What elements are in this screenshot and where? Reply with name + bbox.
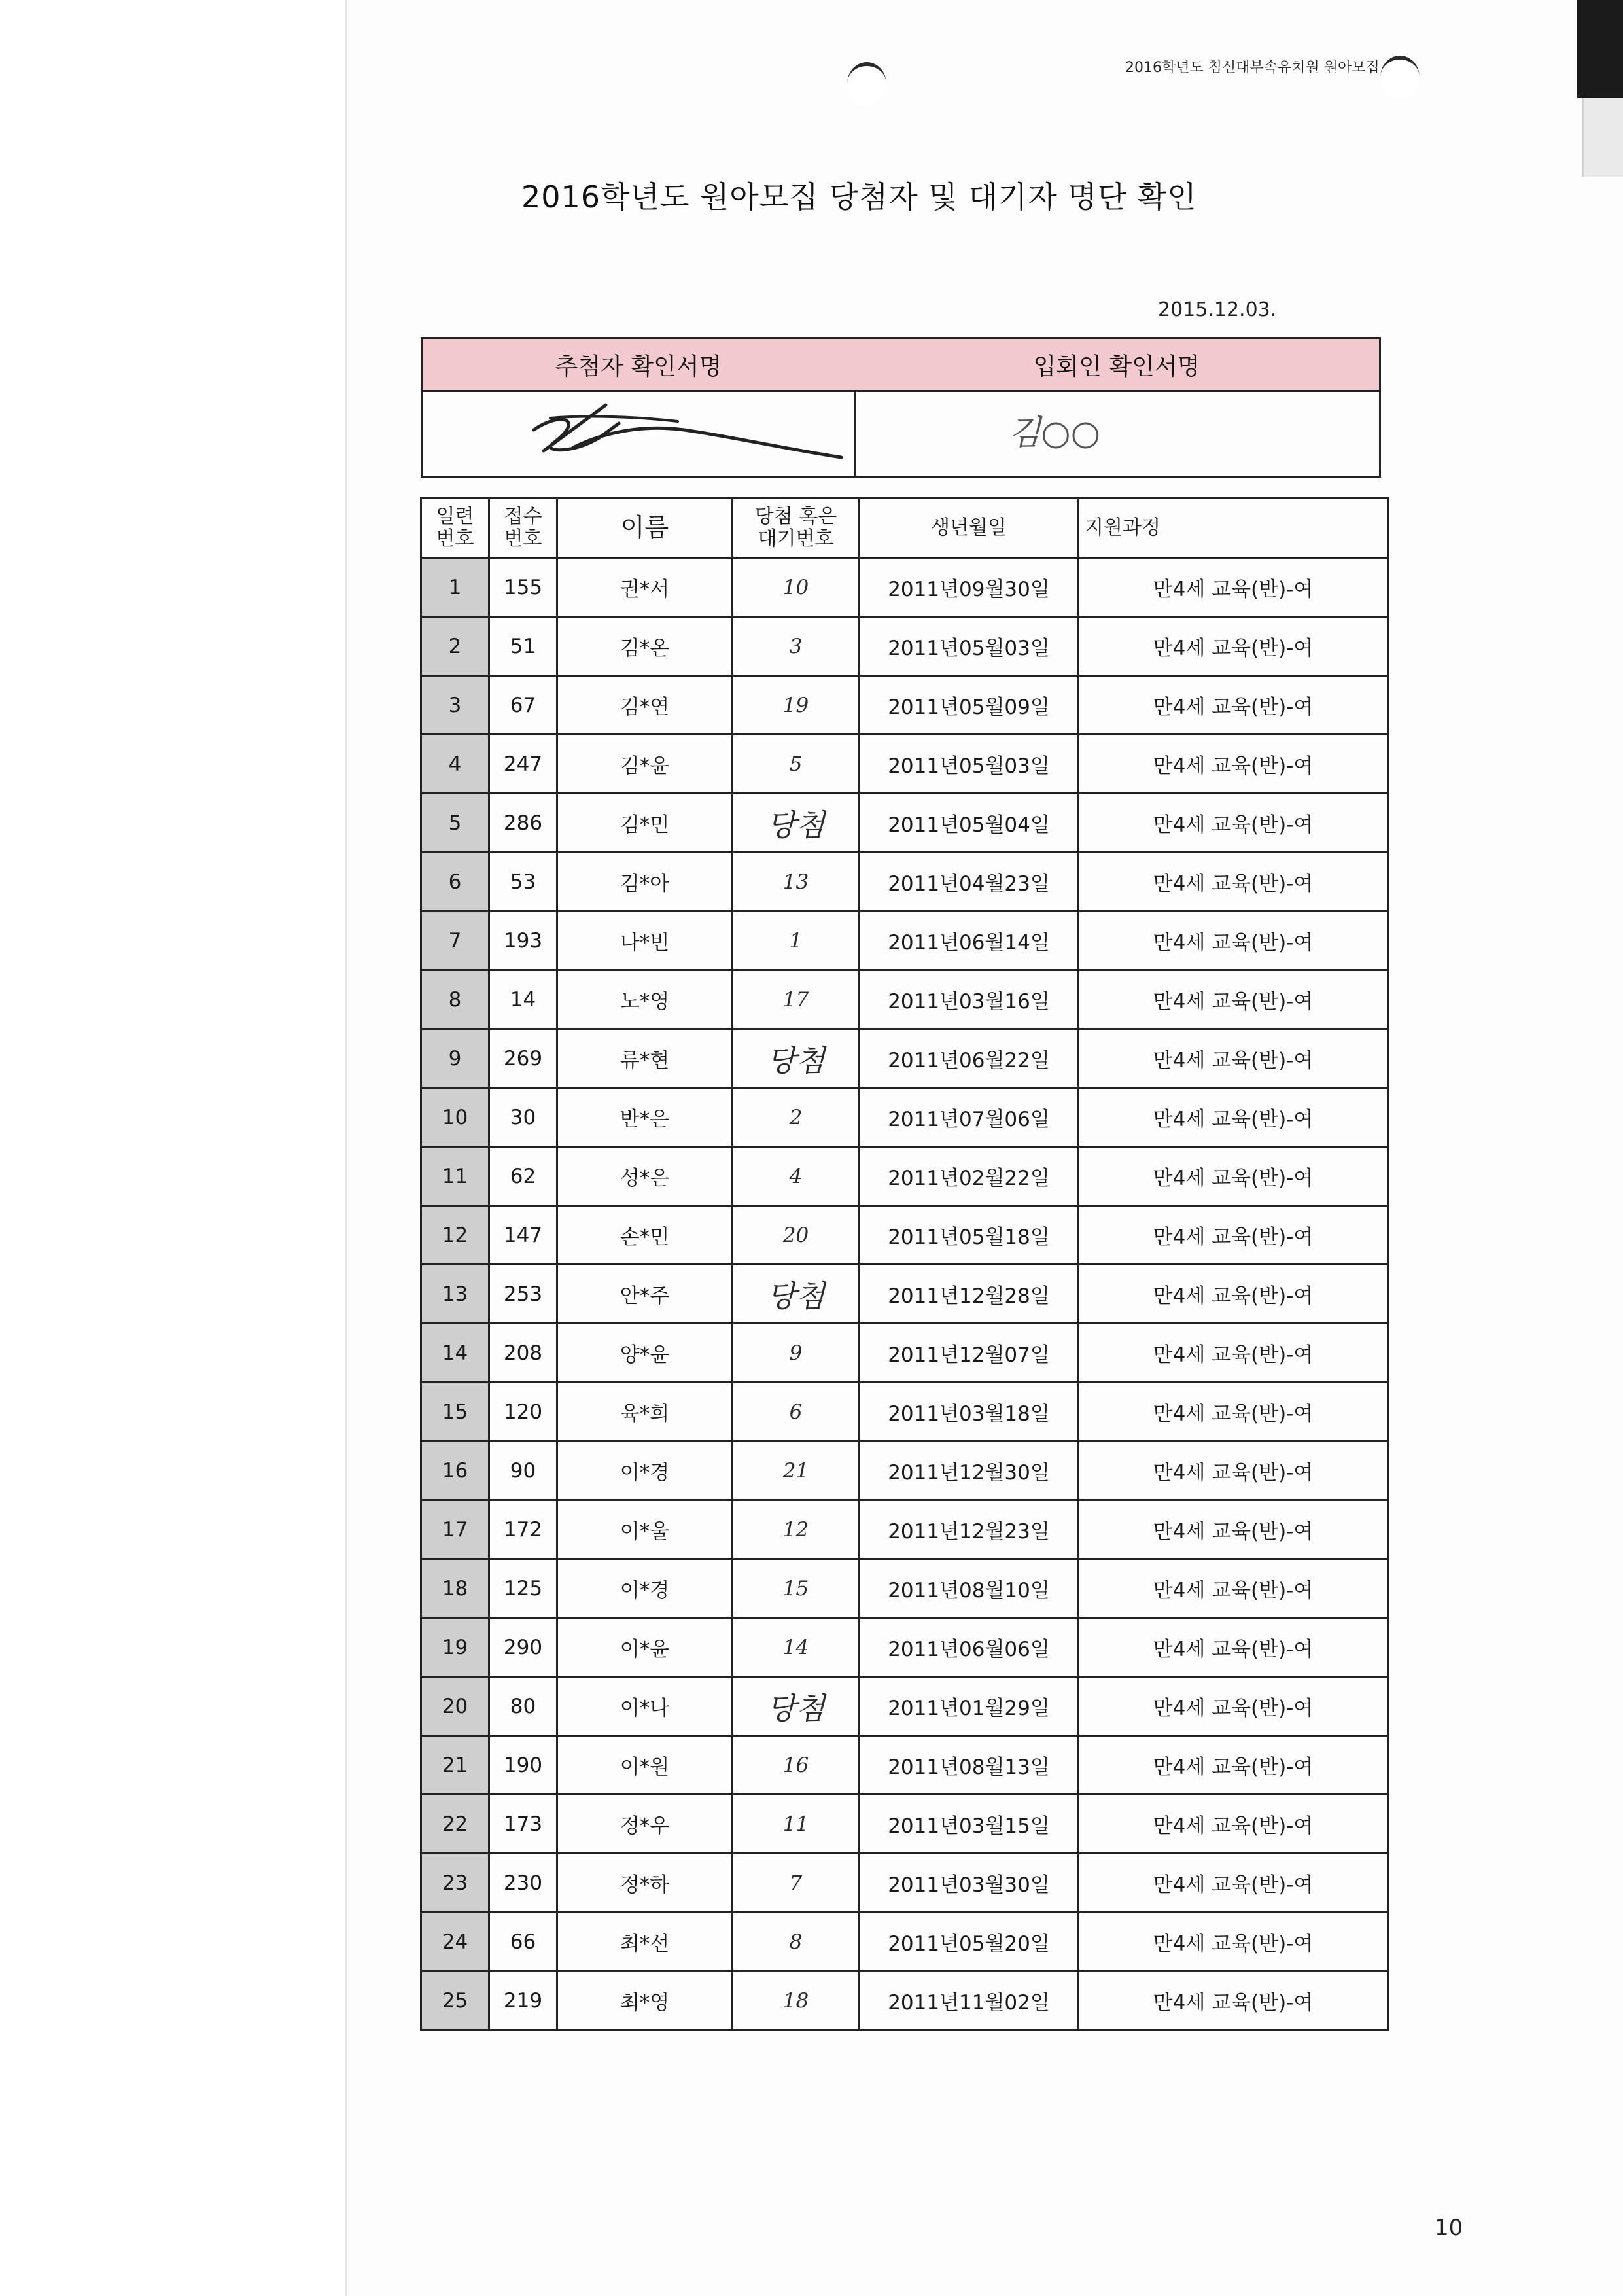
cell-lot: 9 (733, 1324, 860, 1383)
cell-name: 김*윤 (557, 735, 733, 794)
cell-no: 6 (421, 853, 489, 911)
cell-receipt: 190 (489, 1736, 557, 1795)
cell-birth: 2011년06월14일 (860, 911, 1079, 970)
cell-course: 만4세 교육(반)-여 (1079, 1500, 1388, 1559)
table-row (421, 794, 1388, 853)
cell-receipt: 30 (489, 1088, 557, 1147)
col-header-no (421, 499, 489, 558)
cell-lot: 당첨 (733, 1029, 860, 1088)
cell-lot: 14 (733, 1618, 860, 1677)
col-header-lot (733, 499, 860, 558)
table-row (421, 911, 1388, 970)
document-date: 2015.12.03. (1158, 298, 1277, 321)
cell-receipt: 290 (489, 1618, 557, 1677)
cell-no: 8 (421, 970, 489, 1029)
cell-no: 24 (421, 1913, 489, 1971)
cell-receipt: 14 (489, 970, 557, 1029)
cell-birth: 2011년11월02일 (860, 1971, 1079, 2030)
cell-course: 만4세 교육(반)-여 (1079, 1441, 1388, 1500)
cell-receipt: 62 (489, 1147, 557, 1206)
cell-name: 이*경 (557, 1441, 733, 1500)
cell-receipt: 125 (489, 1559, 557, 1618)
table-row (421, 1324, 1388, 1383)
col-header-receipt-line1: 접수 (504, 504, 542, 528)
cell-birth: 2011년12월30일 (860, 1441, 1079, 1500)
cell-lot: 4 (733, 1147, 860, 1206)
signature-box (421, 337, 1381, 478)
cell-no: 1 (421, 558, 489, 617)
cell-course: 만4세 교육(반)-여 (1079, 911, 1388, 970)
cell-name: 안*주 (557, 1265, 733, 1324)
cell-no: 21 (421, 1736, 489, 1795)
cell-no: 25 (421, 1971, 489, 2030)
cell-no: 16 (421, 1441, 489, 1500)
cell-receipt: 53 (489, 853, 557, 911)
cell-receipt: 230 (489, 1854, 557, 1913)
cell-course: 만4세 교육(반)-여 (1079, 1265, 1388, 1324)
cell-no: 17 (421, 1500, 489, 1559)
cell-course: 만4세 교육(반)-여 (1079, 1088, 1388, 1147)
cell-birth: 2011년04월23일 (860, 853, 1079, 911)
cell-name: 정*하 (557, 1854, 733, 1913)
cell-no: 12 (421, 1206, 489, 1265)
cell-receipt: 208 (489, 1324, 557, 1383)
cell-course: 만4세 교육(반)-여 (1079, 1795, 1388, 1854)
cell-name: 육*희 (557, 1383, 733, 1441)
table-row (421, 1088, 1388, 1147)
cell-name: 김*아 (557, 853, 733, 911)
table-row (421, 558, 1388, 617)
cell-lot: 12 (733, 1500, 860, 1559)
cell-no: 11 (421, 1147, 489, 1206)
cell-receipt: 219 (489, 1971, 557, 2030)
cell-birth: 2011년12월07일 (860, 1324, 1079, 1383)
cell-name: 나*빈 (557, 911, 733, 970)
cell-no: 9 (421, 1029, 489, 1088)
cell-name: 양*윤 (557, 1324, 733, 1383)
table-row (421, 1971, 1388, 2030)
cell-lot: 당첨 (733, 1265, 860, 1324)
cell-course: 만4세 교육(반)-여 (1079, 1029, 1388, 1088)
punch-hole (847, 62, 886, 105)
cell-no: 5 (421, 794, 489, 853)
cell-no: 13 (421, 1265, 489, 1324)
table-row (421, 735, 1388, 794)
table-row (421, 1795, 1388, 1854)
table-row (421, 1736, 1388, 1795)
col-header-no-line2: 번호 (436, 527, 474, 550)
col-header-no-line1: 일련 (436, 504, 474, 528)
cell-receipt: 247 (489, 735, 557, 794)
cell-birth: 2011년05월03일 (860, 617, 1079, 676)
cell-receipt: 66 (489, 1913, 557, 1971)
cell-no: 22 (421, 1795, 489, 1854)
witness-signature-label: 입회인 확인서명 (854, 339, 1379, 392)
cell-lot: 3 (733, 617, 860, 676)
cell-no: 20 (421, 1677, 489, 1736)
cell-name: 최*선 (557, 1913, 733, 1971)
table-row (421, 1265, 1388, 1324)
table-row (421, 1618, 1388, 1677)
cell-birth: 2011년03월30일 (860, 1854, 1079, 1913)
cell-receipt: 67 (489, 676, 557, 735)
cell-name: 김*온 (557, 617, 733, 676)
cell-birth: 2011년05월18일 (860, 1206, 1079, 1265)
cell-course: 만4세 교육(반)-여 (1079, 558, 1388, 617)
cell-name: 류*현 (557, 1029, 733, 1088)
cell-course: 만4세 교육(반)-여 (1079, 1736, 1388, 1795)
cell-lot: 18 (733, 1971, 860, 2030)
cell-birth: 2011년06월06일 (860, 1618, 1079, 1677)
cell-lot: 당첨 (733, 794, 860, 853)
cell-receipt: 173 (489, 1795, 557, 1854)
col-header-birth: 생년월일 (860, 499, 1079, 558)
cell-course: 만4세 교육(반)-여 (1079, 1677, 1388, 1736)
drawer-signature-area (423, 392, 854, 476)
cell-birth: 2011년02월22일 (860, 1147, 1079, 1206)
table-row (421, 1441, 1388, 1500)
cell-lot: 1 (733, 911, 860, 970)
cell-birth: 2011년01월29일 (860, 1677, 1079, 1736)
cell-receipt: 147 (489, 1206, 557, 1265)
col-header-course: 지원과정 (1079, 499, 1388, 558)
cell-birth: 2011년12월23일 (860, 1500, 1079, 1559)
cell-name: 손*민 (557, 1206, 733, 1265)
cell-lot: 20 (733, 1206, 860, 1265)
cell-receipt: 286 (489, 794, 557, 853)
cell-no: 19 (421, 1618, 489, 1677)
roster-table (420, 497, 1387, 2015)
cell-course: 만4세 교육(반)-여 (1079, 1559, 1388, 1618)
cell-course: 만4세 교육(반)-여 (1079, 617, 1388, 676)
witness-signature (854, 392, 1379, 476)
cell-name: 반*은 (557, 1088, 733, 1147)
col-header-receipt (489, 499, 557, 558)
header-note: 2016학년도 침신대부속유치원 원아모집 (1125, 60, 1380, 76)
cell-course: 만4세 교육(반)-여 (1079, 1854, 1388, 1913)
cell-no: 4 (421, 735, 489, 794)
cell-no: 3 (421, 676, 489, 735)
col-header-name: 이름 (557, 499, 733, 558)
page-number: 10 (1435, 2215, 1463, 2241)
table-row (421, 970, 1388, 1029)
cell-course: 만4세 교육(반)-여 (1079, 794, 1388, 853)
drawer-signature-column (423, 339, 856, 476)
cell-name: 권*서 (557, 558, 733, 617)
cell-no: 10 (421, 1088, 489, 1147)
cell-receipt: 120 (489, 1383, 557, 1441)
cell-name: 이*경 (557, 1559, 733, 1618)
cell-name: 최*영 (557, 1971, 733, 2030)
cell-birth: 2011년05월20일 (860, 1913, 1079, 1971)
cell-course: 만4세 교육(반)-여 (1079, 1618, 1388, 1677)
cell-course: 만4세 교육(반)-여 (1079, 1147, 1388, 1206)
cell-receipt: 253 (489, 1265, 557, 1324)
cell-lot: 19 (733, 676, 860, 735)
cell-receipt: 155 (489, 558, 557, 617)
cell-birth: 2011년12월28일 (860, 1265, 1079, 1324)
cell-lot: 17 (733, 970, 860, 1029)
cell-birth: 2011년03월15일 (860, 1795, 1079, 1854)
drawer-signature-label: 추첨자 확인서명 (423, 339, 854, 392)
cell-birth: 2011년08월10일 (860, 1559, 1079, 1618)
cell-course: 만4세 교육(반)-여 (1079, 1206, 1388, 1265)
cell-name: 이*나 (557, 1677, 733, 1736)
cell-birth: 2011년07월06일 (860, 1088, 1079, 1147)
cell-course: 만4세 교육(반)-여 (1079, 1971, 1388, 2030)
table-row (421, 1206, 1388, 1265)
table-row (421, 1383, 1388, 1441)
cell-receipt: 193 (489, 911, 557, 970)
witness-signature-column (854, 339, 1379, 476)
cell-no: 18 (421, 1559, 489, 1618)
cell-course: 만4세 교육(반)-여 (1079, 1324, 1388, 1383)
cell-receipt: 269 (489, 1029, 557, 1088)
table-row (421, 1677, 1388, 1736)
cell-name: 김*연 (557, 676, 733, 735)
table-row (421, 617, 1388, 676)
cell-course: 만4세 교육(반)-여 (1079, 853, 1388, 911)
cell-lot: 6 (733, 1383, 860, 1441)
table-header-row (421, 499, 1388, 558)
table-row (421, 1913, 1388, 1971)
cell-birth: 2011년05월04일 (860, 794, 1079, 853)
punch-hole (1380, 56, 1420, 99)
cell-birth: 2011년03월18일 (860, 1383, 1079, 1441)
cell-course: 만4세 교육(반)-여 (1079, 735, 1388, 794)
cell-course: 만4세 교육(반)-여 (1079, 970, 1388, 1029)
cell-birth: 2011년05월09일 (860, 676, 1079, 735)
cell-name: 이*울 (557, 1500, 733, 1559)
cell-lot: 당첨 (733, 1677, 860, 1736)
cell-lot: 16 (733, 1736, 860, 1795)
cell-receipt: 172 (489, 1500, 557, 1559)
cell-receipt: 51 (489, 617, 557, 676)
table-row (421, 1854, 1388, 1913)
cell-course: 만4세 교육(반)-여 (1079, 1383, 1388, 1441)
cell-name: 김*민 (557, 794, 733, 853)
cell-receipt: 80 (489, 1677, 557, 1736)
col-header-receipt-line2: 번호 (504, 527, 542, 550)
cell-course: 만4세 교육(반)-여 (1079, 1913, 1388, 1971)
cell-lot: 10 (733, 558, 860, 617)
table-row (421, 1500, 1388, 1559)
cell-birth: 2011년03월16일 (860, 970, 1079, 1029)
cell-name: 정*우 (557, 1795, 733, 1854)
cell-no: 15 (421, 1383, 489, 1441)
cell-birth: 2011년08월13일 (860, 1736, 1079, 1795)
cell-receipt: 90 (489, 1441, 557, 1500)
cell-no: 23 (421, 1854, 489, 1913)
witness-signature-area (854, 392, 1379, 476)
cell-lot: 21 (733, 1441, 860, 1500)
cell-no: 14 (421, 1324, 489, 1383)
cell-lot: 2 (733, 1088, 860, 1147)
cell-name: 이*원 (557, 1736, 733, 1795)
col-header-lot-line2: 대기번호 (758, 527, 834, 550)
page-title: 2016학년도 원아모집 당첨자 및 대기자 명단 확인 (521, 179, 1197, 215)
binder-clip (1577, 0, 1623, 98)
cell-name: 이*윤 (557, 1618, 733, 1677)
cell-birth: 2011년05월03일 (860, 735, 1079, 794)
table-row (421, 676, 1388, 735)
cell-lot: 5 (733, 735, 860, 794)
table-row (421, 1147, 1388, 1206)
cell-lot: 8 (733, 1913, 860, 1971)
table-row (421, 853, 1388, 911)
cell-name: 성*은 (557, 1147, 733, 1206)
cell-lot: 7 (733, 1854, 860, 1913)
witness-signature-text: 김○○ (1008, 414, 1100, 453)
cell-name: 노*영 (557, 970, 733, 1029)
cell-lot: 11 (733, 1795, 860, 1854)
drawer-signature-scribble (423, 392, 852, 476)
cell-no: 2 (421, 617, 489, 676)
scan-background (0, 0, 347, 2296)
cell-no: 7 (421, 911, 489, 970)
cell-birth: 2011년06월22일 (860, 1029, 1079, 1088)
cell-lot: 13 (733, 853, 860, 911)
cell-course: 만4세 교육(반)-여 (1079, 676, 1388, 735)
binder-clip-shadow (1582, 98, 1623, 177)
cell-lot: 15 (733, 1559, 860, 1618)
cell-birth: 2011년09월30일 (860, 558, 1079, 617)
table-row (421, 1029, 1388, 1088)
table-row (421, 1559, 1388, 1618)
roster-body (421, 558, 1388, 2030)
col-header-lot-line1: 당첨 혹은 (754, 504, 837, 528)
